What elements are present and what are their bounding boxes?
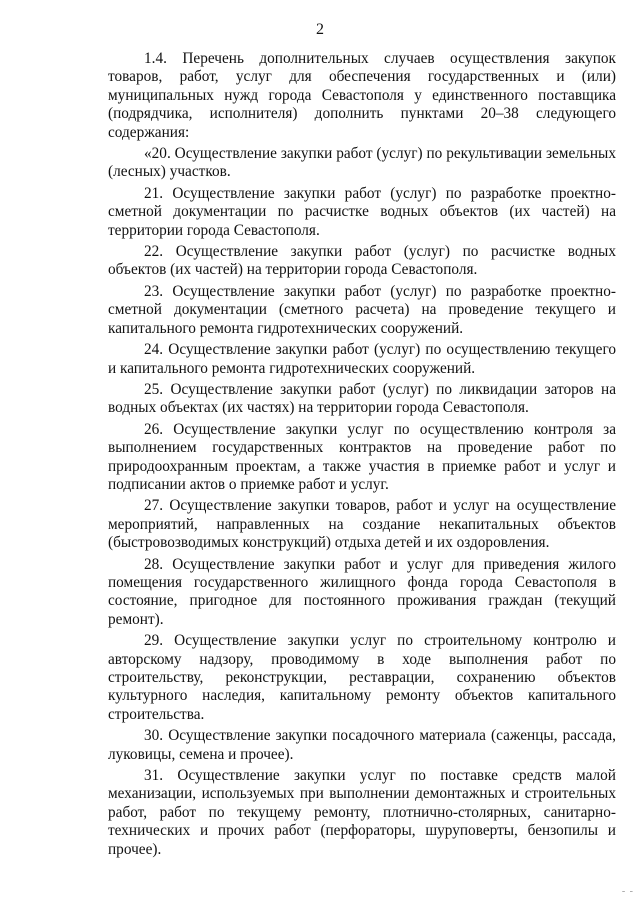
paragraph-item-29: 29. Осуществление закупки услуг по строительному контролю и авторскому надзору, проводимому в ходе выполнения работ по строительству, реконструкции, реставрации, сохранению объектов культурного наследия, капитальному ремонту объектов капитального строительства. — [108, 632, 616, 723]
paragraph-item-25: 25. Осуществление закупки работ (услуг) по ликвидации заторов на водных объектах (их частях) на территории города Севастополя. — [108, 380, 616, 417]
paragraph-item-30: 30. Осуществление закупки посадочного материала (саженцы, рассада, луковицы, семена и прочее). — [108, 727, 616, 763]
paragraph-item-28: 28. Осуществление закупки работ и услуг для приведения жилого помещения государственного жилищного фонда города Севастополя в состояние, пригодное для постоянного проживания граждан (текущий ремонт). — [108, 555, 616, 628]
paragraph-item-26: 26. Осуществление закупки услуг по осуществлению контроля за выполнением государственных контрактов на проведение работ по природоохранным проектам, а также участия в приемке работ и услуг и подписании актов о приемке работ и услуг. — [108, 420, 616, 493]
paragraph-item-31: 31. Осуществление закупки услуг по поставке средств малой механизации, используемых при выполнении демонтажных и строительных работ, работ по текущему ремонту, плотнично-столярных, санитарно-технических и прочих работ (перфораторы, шуруповерты, бензопилы и прочее). — [108, 767, 616, 858]
paragraph-item-20: «20. Осуществление закупки работ (услуг) по рекультивации земельных (лесных) участков. — [108, 145, 616, 181]
page-number: 2 — [316, 21, 324, 38]
paragraph-item-22: 22. Осуществление закупки работ (услуг) по расчистке водных объектов (их частей) на территории города Севастополя. — [108, 243, 616, 279]
paragraph-item-24: 24. Осуществление закупки работ (услуг) по осуществлению текущего и капитального ремонта гидротехнических сооружений. — [108, 341, 616, 377]
scan-corner-mark: - - — [621, 886, 634, 897]
document-body — [108, 50, 616, 859]
paragraph-1-4: 1.4. Перечень дополнительных случаев осуществления закупок товаров, работ, услуг для обеспечения государственных и (или) муниципальных нужд города Севастополя у единственного поставщика (подрядчика, исполнителя) дополнить пунктами 20–38 следующего содержания: — [108, 50, 616, 141]
paragraph-item-23: 23. Осуществление закупки работ (услуг) по разработке проектно-сметной документации (сметного расчета) на проведение текущего и капитального ремонта гидротехнических сооружений. — [108, 282, 616, 337]
paragraph-item-27: 27. Осуществление закупки товаров, работ и услуг на осуществление мероприятий, направленных на создание некапитальных объектов (быстровозводимых конструкций) отдыха детей и их оздоровления. — [108, 497, 616, 552]
paragraph-item-21: 21. Осуществление закупки работ (услуг) по разработке проектно-сметной документации по расчистке водных объектов (их частей) на территории города Севастополя. — [108, 184, 616, 239]
